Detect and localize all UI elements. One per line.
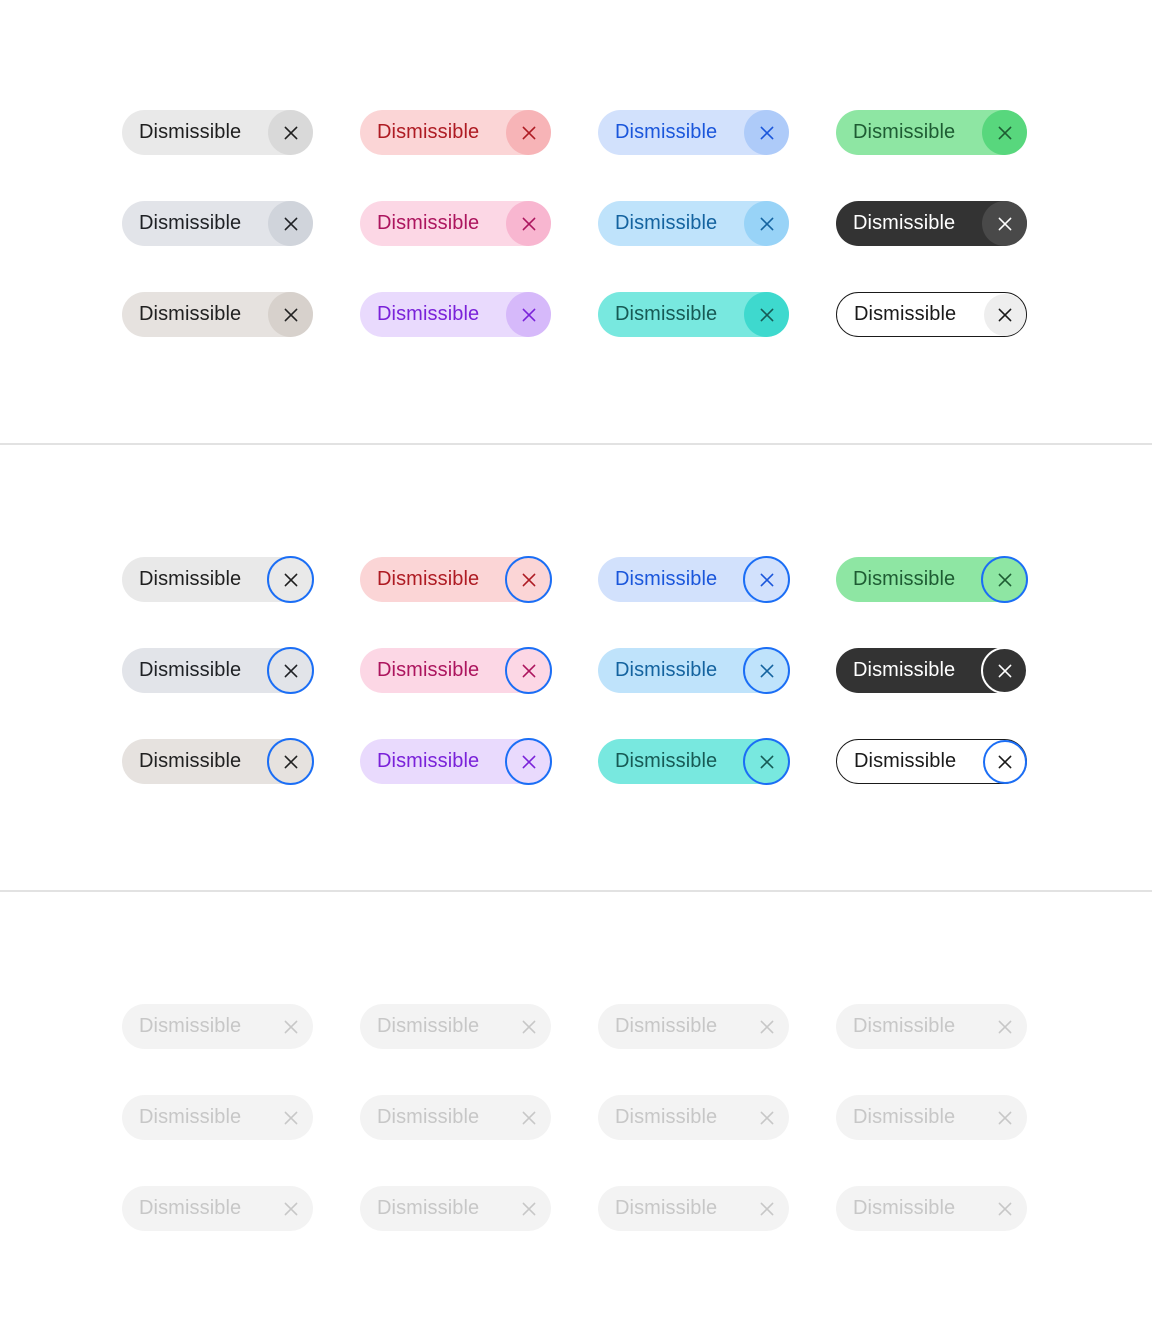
dismiss-button (506, 1004, 551, 1049)
close-icon (520, 662, 538, 680)
tag-label: Dismissible (139, 1197, 242, 1219)
tag-label: Dismissible (615, 568, 718, 590)
dismissible-tag (836, 292, 1027, 337)
dismiss-button[interactable] (268, 110, 313, 155)
dismissible-tag (836, 1004, 1027, 1049)
dismissible-tag (122, 1186, 313, 1231)
dismiss-button[interactable] (268, 739, 313, 784)
close-icon (996, 662, 1014, 680)
dismiss-button (268, 1095, 313, 1140)
tag-grid-default (122, 110, 1027, 337)
dismissible-tag (598, 557, 789, 602)
close-icon (520, 215, 538, 233)
tag-label: Dismissible (615, 1015, 718, 1037)
tag-label: Dismissible (377, 303, 480, 325)
dismissible-tag (836, 1186, 1027, 1231)
close-icon (520, 753, 538, 771)
dismiss-button[interactable] (744, 739, 789, 784)
dismissible-tag (598, 292, 789, 337)
tag-label: Dismissible (377, 750, 480, 772)
dismiss-button[interactable] (984, 741, 1026, 783)
close-icon (758, 215, 776, 233)
close-icon (282, 753, 300, 771)
tag-label: Dismissible (853, 1197, 956, 1219)
close-icon (282, 306, 300, 324)
tag-label: Dismissible (854, 750, 957, 772)
close-icon (996, 1018, 1014, 1036)
dismissible-tag (360, 739, 551, 784)
close-icon (996, 571, 1014, 589)
dismiss-button[interactable] (982, 201, 1027, 246)
tag-label: Dismissible (377, 1197, 480, 1219)
close-icon (282, 571, 300, 589)
dismiss-button[interactable] (744, 110, 789, 155)
close-icon (520, 571, 538, 589)
dismiss-button[interactable] (744, 557, 789, 602)
dismissible-tag (836, 739, 1027, 784)
tag-label: Dismissible (615, 1197, 718, 1219)
section-disabled-state (122, 1004, 1027, 1231)
tag-label: Dismissible (139, 1015, 242, 1037)
close-icon (520, 306, 538, 324)
dismissible-tag (598, 1004, 789, 1049)
dismissible-tag (122, 739, 313, 784)
dismissible-tag (122, 557, 313, 602)
dismissible-tag (360, 1186, 551, 1231)
dismiss-button (982, 1095, 1027, 1140)
close-icon (758, 1018, 776, 1036)
dismissible-tag (836, 201, 1027, 246)
tag-label: Dismissible (139, 212, 242, 234)
tag-label: Dismissible (853, 121, 956, 143)
dismissible-tag (360, 201, 551, 246)
tag-label: Dismissible (853, 1106, 956, 1128)
dismiss-button[interactable] (506, 557, 551, 602)
dismissible-tag (122, 1004, 313, 1049)
close-icon (996, 215, 1014, 233)
tag-grid-disabled (122, 1004, 1027, 1231)
dismiss-button[interactable] (982, 110, 1027, 155)
dismiss-button[interactable] (506, 739, 551, 784)
close-icon (996, 1109, 1014, 1127)
dismissible-tag (360, 648, 551, 693)
close-icon (758, 662, 776, 680)
tag-label: Dismissible (377, 121, 480, 143)
dismissible-tag (836, 557, 1027, 602)
section-focus-state (122, 557, 1027, 784)
dismissible-tag (122, 110, 313, 155)
tag-label: Dismissible (377, 659, 480, 681)
close-icon (282, 1109, 300, 1127)
close-icon (282, 662, 300, 680)
close-icon (996, 306, 1014, 324)
close-icon (282, 1018, 300, 1036)
close-icon (758, 753, 776, 771)
tag-label: Dismissible (615, 121, 718, 143)
dismiss-button[interactable] (984, 294, 1026, 336)
dismissible-tag (360, 557, 551, 602)
dismissible-tag (122, 292, 313, 337)
dismiss-button (506, 1095, 551, 1140)
dismissible-tag (836, 648, 1027, 693)
dismissible-tag (598, 110, 789, 155)
dismissible-tag (122, 1095, 313, 1140)
close-icon (520, 1109, 538, 1127)
dismissible-tag (836, 110, 1027, 155)
dismiss-button (744, 1186, 789, 1231)
tag-label: Dismissible (615, 212, 718, 234)
close-icon (758, 1200, 776, 1218)
dismiss-button[interactable] (506, 292, 551, 337)
tag-label: Dismissible (139, 121, 242, 143)
close-icon (996, 1200, 1014, 1218)
close-icon (758, 571, 776, 589)
dismiss-button[interactable] (982, 557, 1027, 602)
dismissible-tag (836, 1095, 1027, 1140)
dismiss-button (744, 1095, 789, 1140)
close-icon (282, 215, 300, 233)
dismissible-tag (598, 201, 789, 246)
dismiss-button[interactable] (744, 648, 789, 693)
tag-label: Dismissible (615, 1106, 718, 1128)
section-divider (0, 890, 1152, 892)
dismiss-button (506, 1186, 551, 1231)
tag-label: Dismissible (854, 303, 957, 325)
close-icon (996, 124, 1014, 142)
dismiss-button[interactable] (982, 648, 1027, 693)
tag-label: Dismissible (615, 750, 718, 772)
dismissible-tag (360, 292, 551, 337)
tag-label: Dismissible (139, 303, 242, 325)
dismissible-tag (122, 201, 313, 246)
tag-label: Dismissible (377, 1106, 480, 1128)
close-icon (758, 1109, 776, 1127)
close-icon (282, 124, 300, 142)
dismiss-button (268, 1004, 313, 1049)
tag-label: Dismissible (139, 659, 242, 681)
close-icon (520, 1018, 538, 1036)
tag-label: Dismissible (853, 659, 956, 681)
dismissible-tag (360, 110, 551, 155)
tag-label: Dismissible (377, 212, 480, 234)
dismiss-button[interactable] (744, 292, 789, 337)
dismiss-button[interactable] (506, 110, 551, 155)
dismiss-button[interactable] (744, 201, 789, 246)
dismiss-button[interactable] (268, 292, 313, 337)
dismissible-tag (122, 648, 313, 693)
section-divider (0, 443, 1152, 445)
dismissible-tag (598, 648, 789, 693)
dismissible-tag (598, 1186, 789, 1231)
tag-label: Dismissible (853, 1015, 956, 1037)
tag-label: Dismissible (853, 568, 956, 590)
tag-label: Dismissible (615, 303, 718, 325)
dismiss-button (982, 1004, 1027, 1049)
dismiss-button (744, 1004, 789, 1049)
close-icon (520, 1200, 538, 1218)
dismiss-button[interactable] (506, 201, 551, 246)
dismiss-button[interactable] (268, 557, 313, 602)
dismiss-button (268, 1186, 313, 1231)
tag-label: Dismissible (139, 750, 242, 772)
dismissible-tag (360, 1004, 551, 1049)
dismiss-button[interactable] (506, 648, 551, 693)
tag-label: Dismissible (853, 212, 956, 234)
close-icon (996, 753, 1014, 771)
dismissible-tag (360, 1095, 551, 1140)
close-icon (520, 124, 538, 142)
tag-label: Dismissible (377, 568, 480, 590)
close-icon (758, 124, 776, 142)
dismiss-button[interactable] (268, 201, 313, 246)
section-default-state (122, 110, 1027, 337)
tag-label: Dismissible (615, 659, 718, 681)
tag-label: Dismissible (139, 568, 242, 590)
dismiss-button (982, 1186, 1027, 1231)
dismissible-tag (598, 739, 789, 784)
dismiss-button[interactable] (268, 648, 313, 693)
dismissible-tag (598, 1095, 789, 1140)
tag-grid-focus (122, 557, 1027, 784)
tag-label: Dismissible (139, 1106, 242, 1128)
close-icon (758, 306, 776, 324)
tag-label: Dismissible (377, 1015, 480, 1037)
close-icon (282, 1200, 300, 1218)
